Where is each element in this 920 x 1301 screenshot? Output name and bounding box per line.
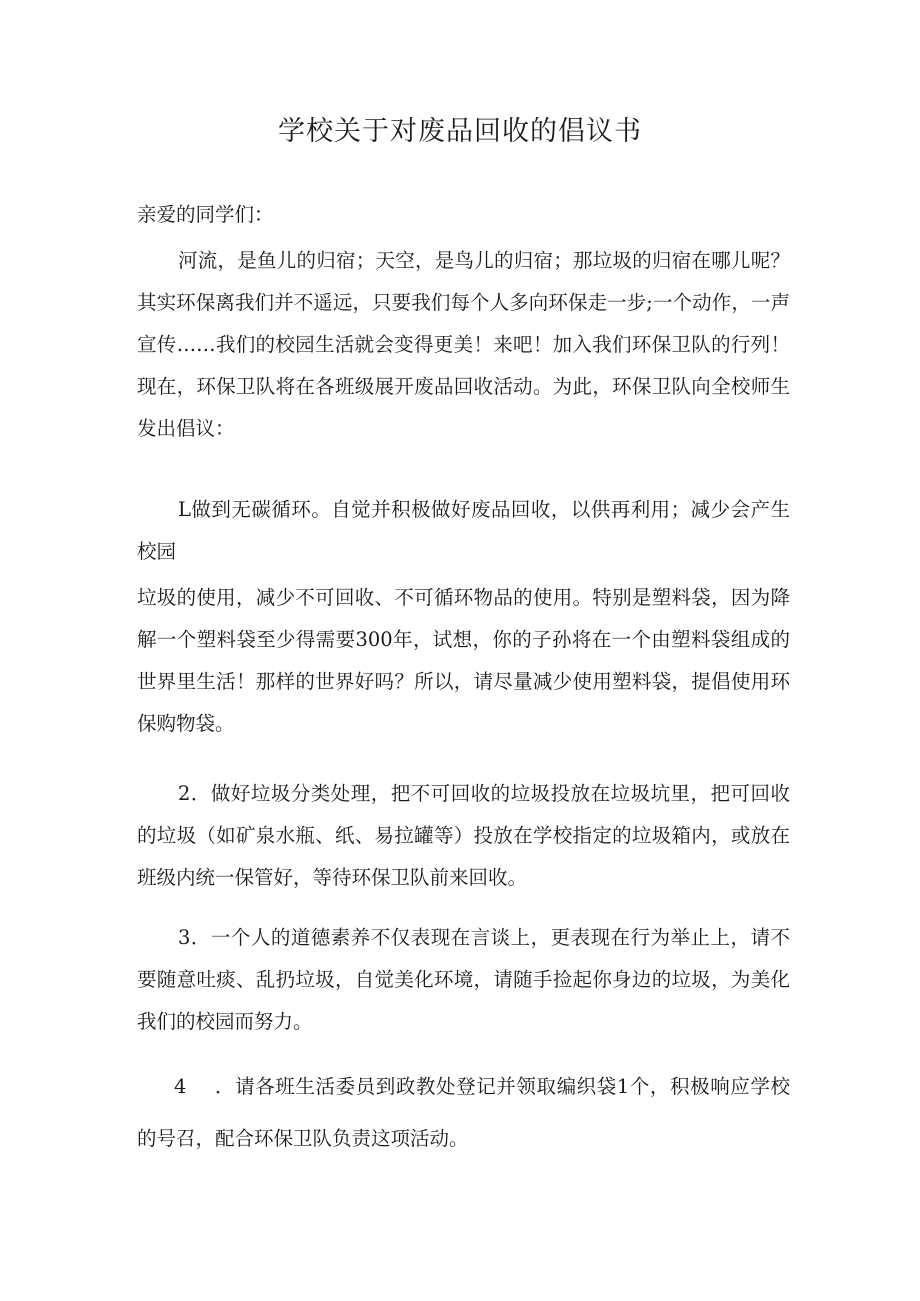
proposal-item-1-continued: 垃圾的使用，减少不可回收、不可循环物品的使用。特别是塑料袋，因为降解一个塑料袋至少得需要300年，试想，你的子孙将在一个由塑料袋组成的世界里生活！那样的世界好吗？所以，请尽量减少使用塑料袋，提倡使用环保购物袋。 [137, 586, 790, 735]
intro-paragraph: 河流，是鱼儿的归宿；天空，是鸟儿的归宿；那垃圾的归宿在哪儿呢？其实环保离我们并不遥远，只要我们每个人多向环保走一步;一个动作，一声宣传……我们的校园生活就会变得更美！来吧！加入我们环保卫队的行列！现在，环保卫队将在各班级展开废品回收活动。为此，环保卫队向全校师生发出倡议： [137, 249, 790, 440]
document-title: 学校关于对废品回收的倡议书 [278, 116, 642, 147]
proposal-item-4-number: 4 [174, 1075, 187, 1098]
proposal-item-2: 2．做好垃圾分类处理，把不可回收的垃圾投放在垃圾坑里，把可回收的垃圾（如矿泉水瓶、纸、易拉罐等）投放在学校指定的垃圾箱内，或放在班级内统一保管好，等待环保卫队前来回收。 [137, 782, 790, 889]
proposal-item-4 [137, 1061, 790, 1165]
greeting: 亲爱的同学们： [137, 203, 274, 226]
proposal-item-4-text: ．请各班生活委员到政教处登记并领取编织袋1个，积极响应学校的号召，配合环保卫队负责这项活动。 [137, 1075, 790, 1150]
proposal-item-3: 3．一个人的道德素养不仅表现在言谈上，更表现在行为举止上，请不要随意吐痰、乱扔垃圾，自觉美化环境，请随手捡起你身边的垃圾，为美化我们的校园而努力。 [137, 926, 790, 1033]
proposal-item-1-start: L做到无碳循环。自觉并积极做好废品回收，以供再利用；减少会产生校园 [137, 498, 790, 563]
